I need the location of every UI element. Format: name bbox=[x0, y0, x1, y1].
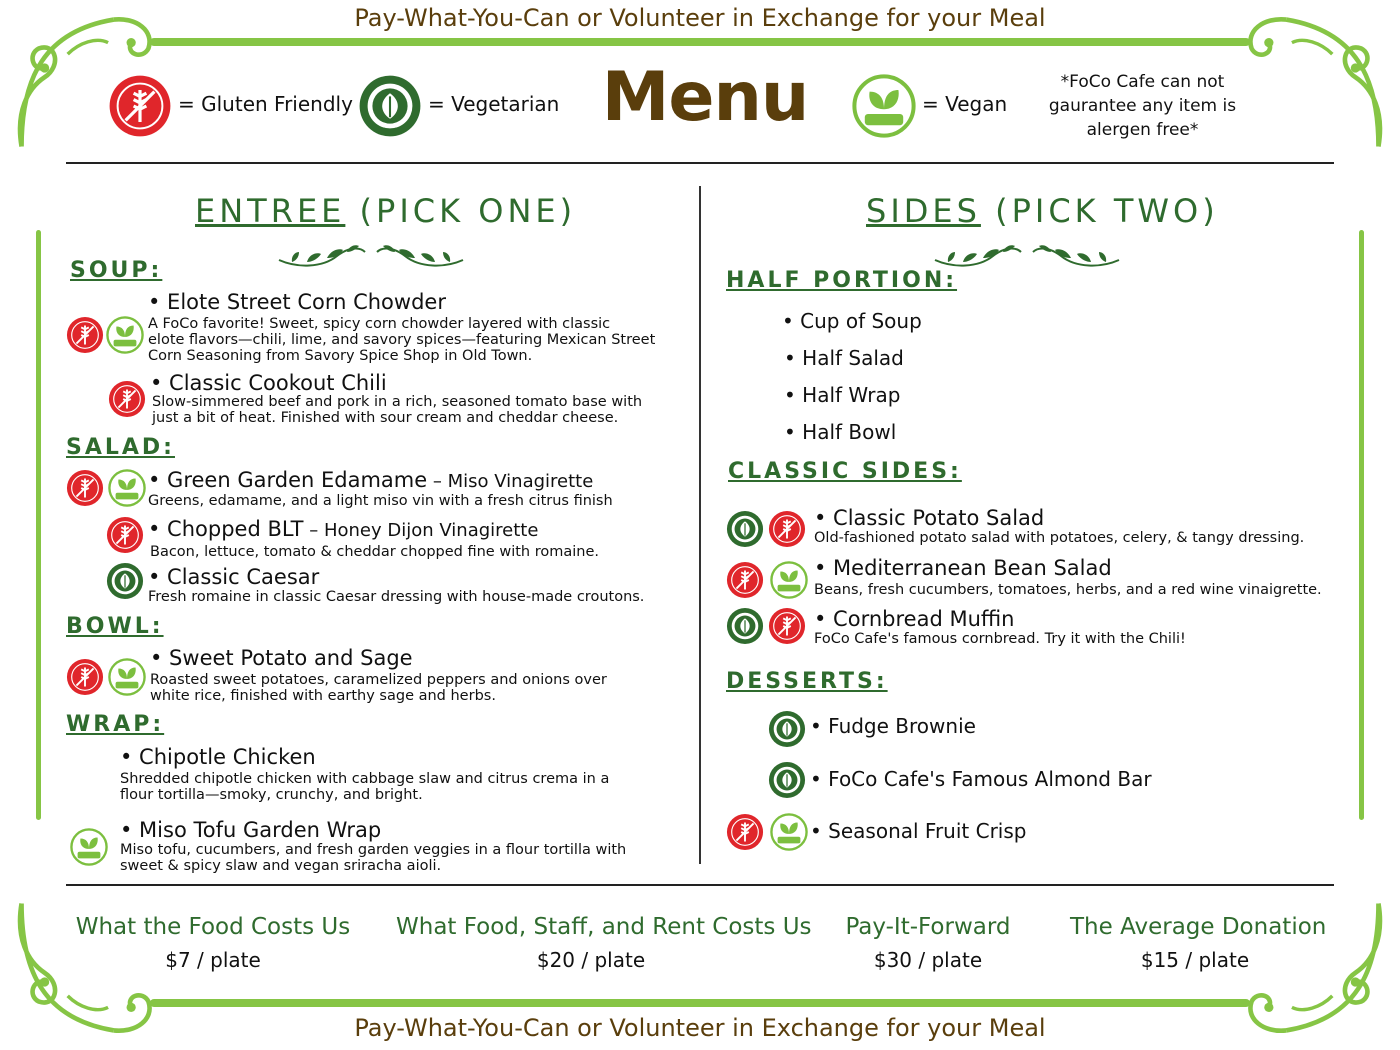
side-item: • Cup of Soup bbox=[782, 309, 922, 333]
vine-ornament-right bbox=[932, 240, 1024, 270]
vine-ornament-left-2 bbox=[374, 240, 466, 270]
menu-item-desc: elote flavors—chili, lime, and savory spices—featuring Mexican Street bbox=[148, 332, 656, 348]
menu-item-desc: Roasted sweet potatoes, caramelized peppers and onions over bbox=[150, 672, 607, 688]
footer-divider bbox=[66, 884, 1334, 886]
wrap-label: WRAP: bbox=[66, 712, 165, 737]
sides-heading-rest: (PICK TWO) bbox=[980, 192, 1219, 230]
vegetarian-icon bbox=[726, 607, 764, 645]
no-gluten-icon bbox=[768, 607, 806, 645]
menu-item-dressing: – Miso Vinagirette bbox=[427, 471, 594, 492]
vegan-icon bbox=[70, 828, 108, 866]
classic-sides-label: CLASSIC SIDES: bbox=[728, 459, 962, 484]
vegan-icon bbox=[108, 469, 146, 507]
top-banner: Pay-What-You-Can or Volunteer in Exchange for your Meal bbox=[354, 4, 1046, 32]
menu-item-name: • Sweet Potato and Sage bbox=[150, 646, 413, 670]
frame-right-line bbox=[1359, 230, 1364, 820]
price-label-pay-it-forward: Pay-It-Forward bbox=[845, 914, 1011, 940]
bottom-banner: Pay-What-You-Can or Volunteer in Exchange for your Meal bbox=[354, 1014, 1046, 1042]
menu-item-desc: flour tortilla—smoky, crunchy, and bright. bbox=[120, 787, 423, 803]
dessert-item: • Seasonal Fruit Crisp bbox=[810, 819, 1027, 843]
side-item: • Half Salad bbox=[784, 346, 904, 370]
menu-item-dressing: – Honey Dijon Vinagirette bbox=[303, 520, 539, 541]
price-label-full-cost: What Food, Staff, and Rent Costs Us bbox=[396, 914, 812, 940]
bowl-label: BOWL: bbox=[66, 614, 164, 639]
sides-heading bbox=[866, 192, 1219, 230]
vegan-icon bbox=[106, 316, 144, 354]
menu-item-desc: Bacon, lettuce, tomato & cheddar chopped fine with romaine. bbox=[150, 544, 599, 560]
entree-heading bbox=[195, 192, 576, 230]
desserts-label: DESSERTS: bbox=[726, 669, 888, 694]
no-gluten-icon bbox=[768, 510, 806, 548]
price-value-pay-it-forward: $30 / plate bbox=[873, 948, 983, 972]
allergen-disclaimer: *FoCo Cafe can not gaurantee any item is alergen free* bbox=[1048, 72, 1237, 140]
side-desc: Beans, fresh cucumbers, tomatoes, herbs, and a red wine vinaigrette. bbox=[814, 582, 1322, 598]
legend-vegan-label: = Vegan bbox=[922, 92, 1008, 116]
top-green-bar bbox=[150, 38, 1250, 46]
dessert-item: • FoCo Cafe's Famous Almond Bar bbox=[810, 767, 1152, 791]
sides-heading-main: SIDES bbox=[866, 192, 981, 230]
entree-heading-rest: (PICK ONE) bbox=[345, 192, 577, 230]
no-gluten-icon bbox=[66, 316, 104, 354]
legend-vegetarian-label: = Vegetarian bbox=[428, 92, 560, 116]
no-gluten-icon bbox=[726, 813, 764, 851]
half-portion-label: HALF PORTION: bbox=[726, 268, 958, 293]
no-gluten-icon bbox=[106, 516, 144, 554]
price-label-food-cost: What the Food Costs Us bbox=[75, 914, 351, 940]
side-item: • Half Bowl bbox=[784, 420, 897, 444]
vegan-icon bbox=[852, 74, 916, 138]
menu-item-name: • Elote Street Corn Chowder bbox=[148, 290, 446, 314]
vegetarian-icon bbox=[106, 562, 144, 600]
menu-item-name bbox=[148, 468, 593, 492]
side-name: • Mediterranean Bean Salad bbox=[814, 556, 1112, 580]
menu-item-title: • Green Garden Edamame bbox=[148, 468, 428, 492]
entree-heading-main: ENTREE bbox=[195, 192, 346, 230]
vegetarian-icon bbox=[768, 710, 806, 748]
bottom-green-bar bbox=[150, 999, 1250, 1007]
side-name: • Cornbread Muffin bbox=[814, 607, 1015, 631]
price-value-full-cost: $20 / plate bbox=[536, 948, 646, 972]
menu-item-desc: sweet & spicy slaw and vegan sriracha aioli. bbox=[120, 858, 442, 874]
no-gluten-icon bbox=[66, 469, 104, 507]
soup-label: SOUP: bbox=[70, 258, 163, 283]
column-divider bbox=[699, 186, 701, 864]
menu-item-desc: Fresh romaine in classic Caesar dressing with house-made croutons. bbox=[148, 589, 645, 605]
menu-item-desc: Greens, edamame, and a light miso vin with a fresh citrus finish bbox=[148, 493, 613, 509]
price-value-food-cost: $7 / plate bbox=[165, 948, 261, 972]
menu-item-name: • Chipotle Chicken bbox=[120, 745, 316, 769]
vegan-icon bbox=[770, 561, 808, 599]
vegan-icon bbox=[770, 813, 808, 851]
no-gluten-icon bbox=[66, 658, 104, 696]
vegetarian-icon bbox=[726, 510, 764, 548]
no-gluten-icon bbox=[726, 561, 764, 599]
vegetarian-icon bbox=[768, 761, 806, 799]
vegan-icon bbox=[108, 658, 146, 696]
menu-item-desc: just a bit of heat. Finished with sour cream and cheddar cheese. bbox=[152, 410, 619, 426]
frame-left-line bbox=[36, 230, 41, 820]
menu-item-name: • Miso Tofu Garden Wrap bbox=[120, 818, 382, 842]
vegetarian-icon bbox=[358, 74, 422, 138]
side-name: • Classic Potato Salad bbox=[814, 506, 1045, 530]
header-divider bbox=[66, 162, 1334, 164]
no-gluten-icon bbox=[108, 74, 172, 138]
menu-item-desc: Slow-simmered beef and pork in a rich, seasoned tomato base with bbox=[152, 394, 643, 410]
no-gluten-icon bbox=[108, 380, 146, 418]
price-label-average-donation: The Average Donation bbox=[1070, 914, 1327, 940]
side-item: • Half Wrap bbox=[784, 383, 901, 407]
menu-item-name: • Classic Cookout Chili bbox=[150, 371, 387, 395]
menu-item-desc: A FoCo favorite! Sweet, spicy corn chowder layered with classic bbox=[148, 316, 611, 332]
menu-item-desc: Shredded chipotle chicken with cabbage slaw and citrus crema in a bbox=[120, 771, 610, 787]
dessert-item: • Fudge Brownie bbox=[810, 714, 976, 738]
page-title: Menu bbox=[601, 58, 809, 137]
menu-item-name bbox=[148, 517, 538, 541]
price-value-average-donation: $15 / plate bbox=[1140, 948, 1250, 972]
legend-gluten-label: = Gluten Friendly bbox=[178, 92, 353, 116]
vine-ornament-left bbox=[276, 240, 368, 270]
menu-item-desc: Miso tofu, cucumbers, and fresh garden veggies in a flour tortilla with bbox=[120, 842, 627, 858]
menu-item-title: • Chopped BLT bbox=[148, 517, 304, 541]
side-desc: Old-fashioned potato salad with potatoes, celery, & tangy dressing. bbox=[814, 530, 1305, 546]
menu-item-desc: Corn Seasoning from Savory Spice Shop in Old Town. bbox=[148, 348, 533, 364]
vine-ornament-right-2 bbox=[1030, 240, 1122, 270]
salad-label: SALAD: bbox=[66, 435, 175, 460]
menu-item-name: • Classic Caesar bbox=[148, 565, 320, 589]
menu-item-desc: white rice, finished with earthy sage and herbs. bbox=[150, 688, 496, 704]
side-desc: FoCo Cafe's famous cornbread. Try it with the Chili! bbox=[814, 631, 1186, 647]
